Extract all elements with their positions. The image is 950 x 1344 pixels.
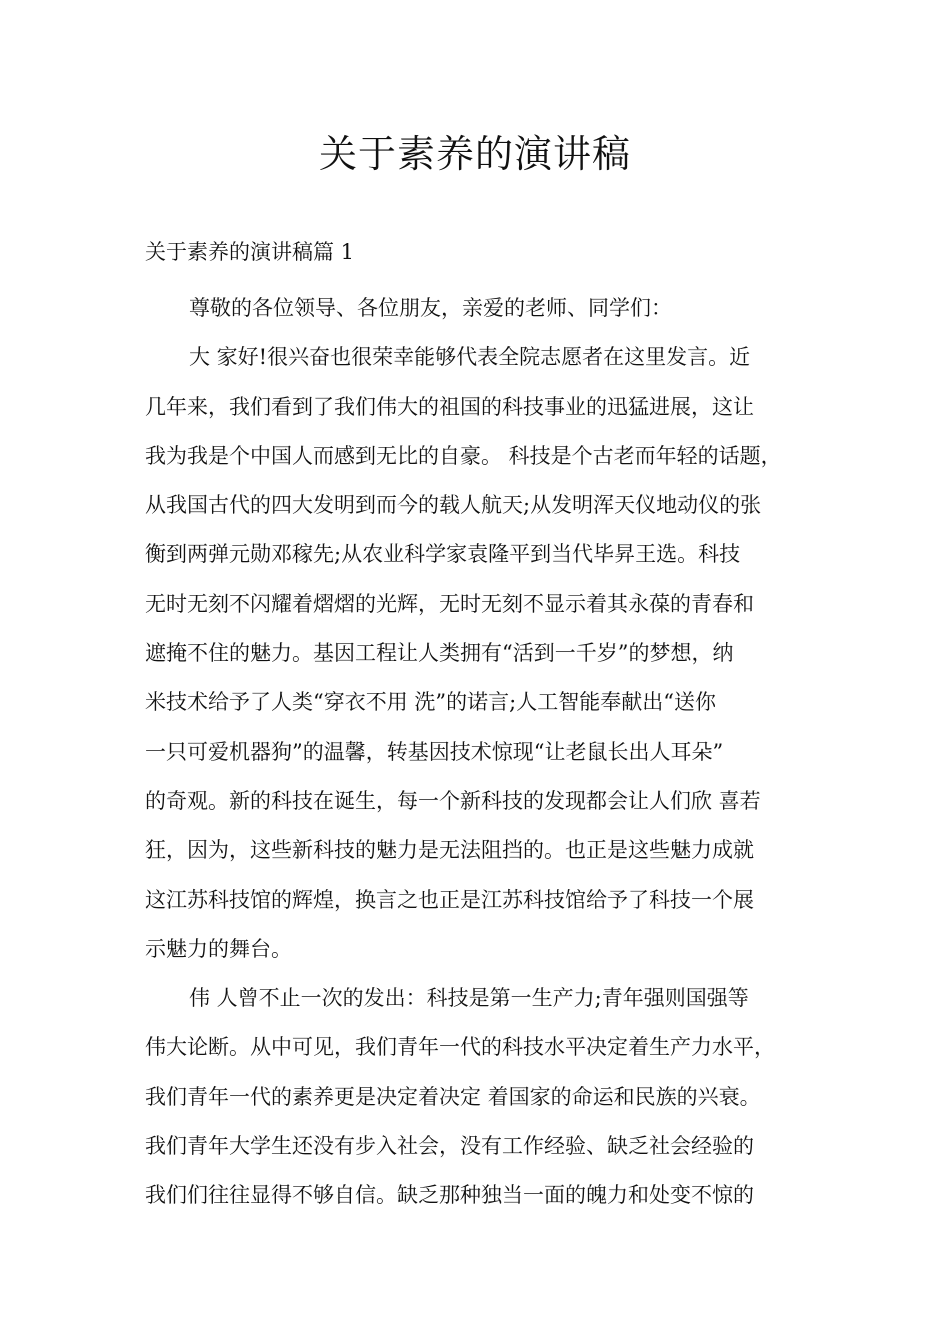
document-body	[145, 284, 835, 1221]
text-line: 几年来，我们看到了我们伟大的祖国的科技事业的迅猛进展，这让	[145, 394, 754, 419]
text-line: 我们们往往显得不够自信。缺乏那种独当一面的魄力和处变不惊的	[145, 1183, 754, 1208]
text-line-greeting: 尊敬的各位领导、各位朋友，亲爱的老师、同学们：	[189, 296, 672, 320]
text-line: 这江苏科技馆的辉煌，换言之也正是江苏科技馆给予了科技一个展	[145, 887, 754, 912]
text-line: 狂，因为，这些新科技的魅力是无法阻挡的。也正是这些魅力成就	[145, 838, 754, 863]
section-heading: 关于素养的演讲稿篇 1	[145, 240, 355, 264]
text-line: 一只可爱机器狗”的温馨，转基因技术惊现“让老鼠长出人耳朵”	[145, 739, 724, 764]
text-line: 我们青年一代的素养更是决定着决定 着国家的命运和民族的兴衰。	[145, 1084, 761, 1109]
document-title: 关于素养的演讲稿	[318, 132, 631, 176]
text-line: 伟大论断。从中可见，我们青年一代的科技水平决定着生产力水平，	[145, 1035, 775, 1060]
text-line: 伟 人曾不止一次的发出：科技是第一生产力;青年强则国强等	[189, 986, 749, 1011]
text-line: 米技术给予了人类“穿衣不用 洗”的诺言;人工智能奉献出“送你	[145, 690, 716, 715]
text-line: 示魅力的舞台。	[145, 936, 292, 961]
text-line: 大 家好!很兴奋也很荣幸能够代表全院志愿者在这里发言。近	[189, 345, 751, 370]
text-line: 衡到两弹元勋邓稼先;从农业科学家袁隆平到当代毕昇王选。科技	[145, 542, 741, 567]
text-line: 我为我是个中国人而感到无比的自豪。 科技是个古老而年轻的话题，	[145, 443, 782, 468]
text-line: 我们青年大学生还没有步入社会，没有工作经验、缺乏社会经验的	[145, 1134, 754, 1159]
text-line: 遮掩不住的魅力。基因工程让人类拥有“活到一千岁”的梦想，纳	[145, 641, 734, 666]
text-line: 从我国古代的四大发明到而今的载人航天;从发明浑天仪地动仪的张	[145, 493, 762, 518]
text-line: 的奇观。新的科技在诞生，每一个新科技的发现都会让人们欣 喜若	[145, 788, 761, 813]
text-line: 无时无刻不闪耀着熠熠的光辉，无时无刻不显示着其永葆的青春和	[145, 591, 754, 616]
